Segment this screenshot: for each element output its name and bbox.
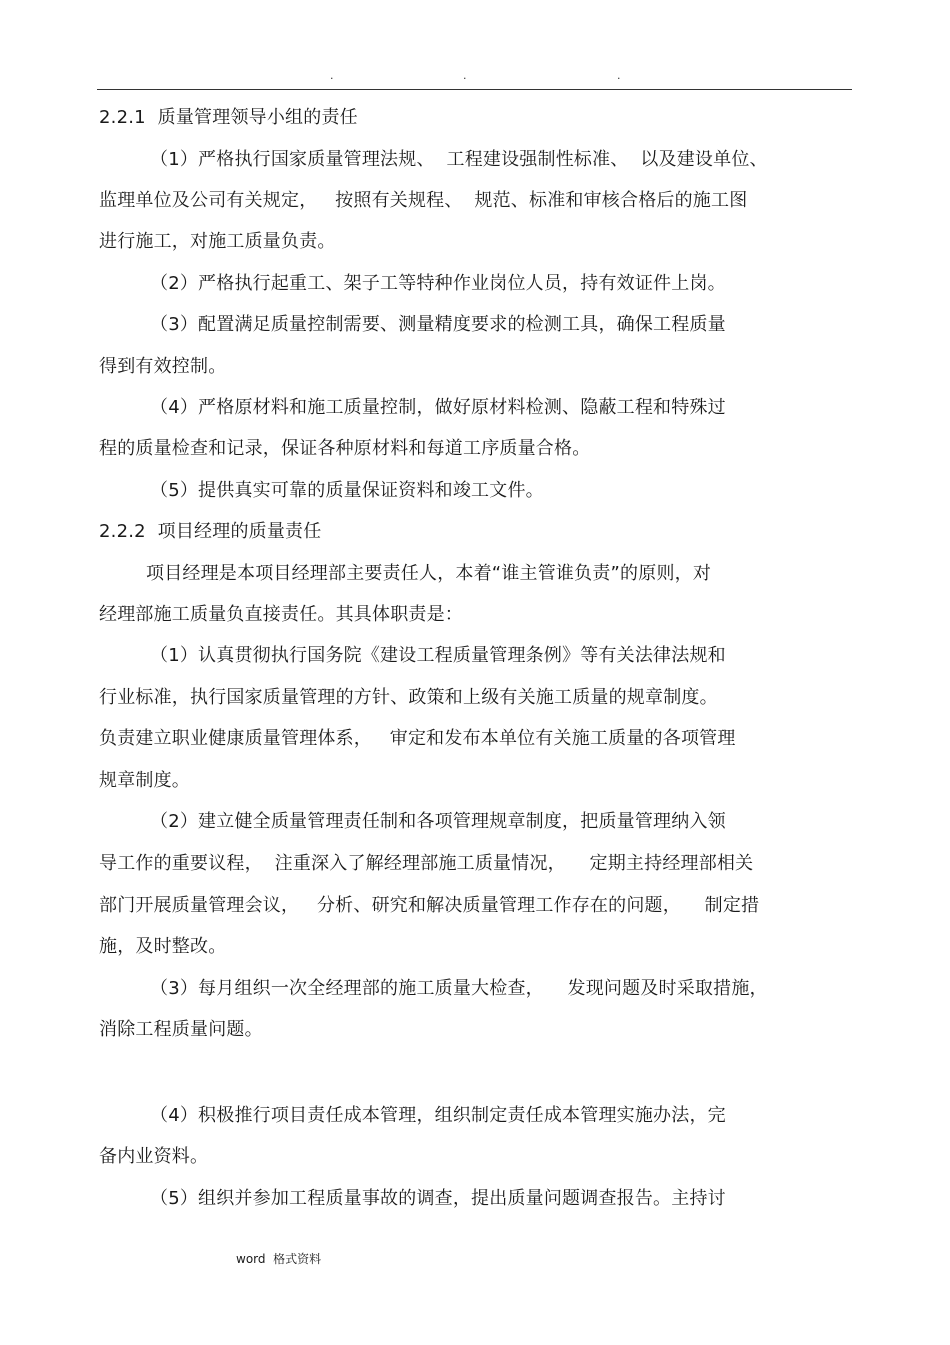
text-line: 负责建立职业健康质量管理体系， 审定和发布本单位有关施工质量的各项管理	[99, 728, 736, 749]
header-mark: .	[617, 69, 621, 82]
text-line: （5）组织并参加工程质量事故的调查，提出质量问题调查报告。主持讨	[150, 1188, 726, 1209]
text-line: （4）严格原材料和施工质量控制，做好原材料检测、隐蔽工程和特殊过	[150, 397, 726, 418]
text-line: 行业标准，执行国家质量管理的方针、政策和上级有关施工质量的规章制度。	[99, 687, 718, 708]
text-line: 规章制度。	[99, 770, 190, 791]
text-line: 项目经理是本项目经理部主要责任人，本着“谁主管谁负责”的原则，对	[146, 563, 712, 584]
section-heading: 2.2.1 质量管理领导小组的责任	[99, 107, 358, 128]
text-line: 程的质量检查和记录，保证各种原材料和每道工序质量合格。	[99, 438, 591, 459]
text-line: 消除工程质量问题。	[99, 1019, 263, 1040]
text-line: 导工作的重要议程， 注重深入了解经理部施工质量情况， 定期主持经理部相关	[99, 853, 754, 874]
section-heading: 2.2.2 项目经理的质量责任	[99, 521, 322, 542]
page-header	[0, 70, 950, 84]
text-line: （1）认真贯彻执行国务院《建设工程质量管理条例》等有关法律法规和	[150, 645, 726, 666]
text-line: （1）严格执行国家质量管理法规、 工程建设强制性标准、 以及建设单位、	[150, 149, 768, 170]
text-line: 监理单位及公司有关规定， 按照有关规程、 规范、标准和审核合格后的施工图	[99, 190, 748, 211]
text-line: 得到有效控制。	[99, 356, 227, 377]
text-line: 备内业资料。	[99, 1146, 209, 1167]
text-line: 部门开展质量管理会议， 分析、研究和解决质量管理工作存在的问题， 制定措	[99, 895, 760, 916]
header-rule	[97, 89, 852, 90]
text-line: 经理部施工质量负直接责任。其具体职责是：	[99, 604, 463, 625]
text-line: （2）建立健全质量管理责任制和各项管理规章制度，把质量管理纳入领	[150, 811, 726, 832]
text-line: （4）积极推行项目责任成本管理，组织制定责任成本管理实施办法，完	[150, 1105, 726, 1126]
text-line: 施，及时整改。	[99, 936, 227, 957]
header-mark: .	[463, 69, 467, 82]
page-footer: word 格式资料	[236, 1252, 322, 1266]
text-line: （3）配置满足质量控制需要、测量精度要求的检测工具，确保工程质量	[150, 314, 726, 335]
text-line: 进行施工，对施工质量负责。	[99, 231, 336, 252]
text-line: （2）严格执行起重工、架子工等特种作业岗位人员，持有效证件上岗。	[150, 273, 726, 294]
header-mark: .	[330, 69, 334, 82]
text-line: （5）提供真实可靠的质量保证资料和竣工文件。	[150, 480, 544, 501]
text-line: （3）每月组织一次全经理部的施工质量大检查， 发现问题及时采取措施，	[150, 978, 768, 999]
